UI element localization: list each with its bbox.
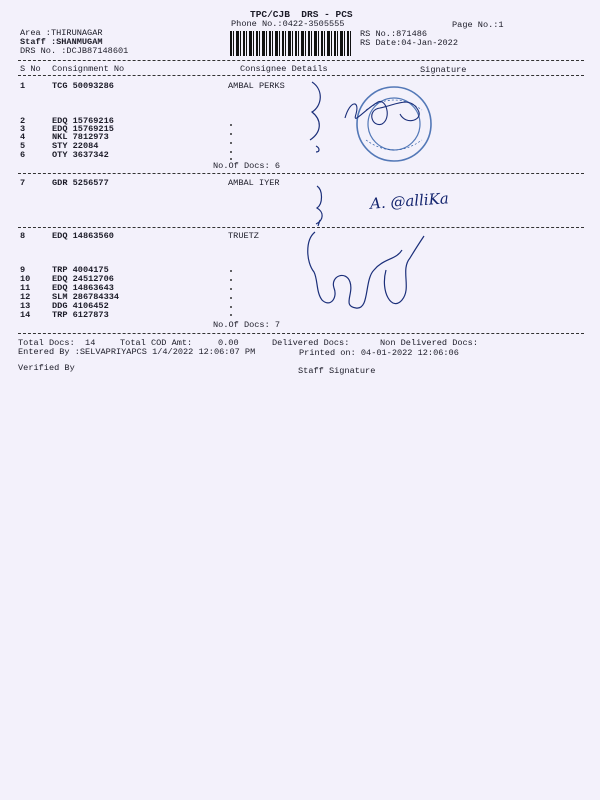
company-stamp	[357, 87, 431, 161]
row-sno: 14	[20, 310, 31, 320]
staff-signature-label: Staff Signature	[298, 366, 376, 376]
row-sno: 6	[20, 150, 26, 160]
row-consignment: EDQ 15769215	[52, 124, 114, 134]
non-delivered-docs: Non Delivered Docs:	[380, 338, 478, 348]
total-docs: Total Docs: 14	[18, 338, 96, 348]
rs-date: RS Date:04-Jan-2022	[360, 38, 458, 48]
col-consignee: Consignee Details	[240, 64, 328, 74]
phone-number: Phone No.:0422-3505555	[231, 19, 345, 29]
row-consignment: OTY 3637342	[52, 150, 109, 160]
signature-scribble	[345, 101, 419, 124]
docs-count: No.Of Docs: 6	[213, 161, 281, 171]
row-consignment: TRP 4004175	[52, 265, 109, 275]
consignee-name: TRUETZ	[228, 231, 259, 241]
row-sno: 1	[20, 81, 26, 91]
printed-on: Printed on: 04-01-2022 12:06:06	[299, 348, 459, 358]
row-sno: 9	[20, 265, 26, 275]
row-sno: 11	[20, 283, 31, 293]
row-sno: 5	[20, 141, 26, 151]
row-consignment: SLM 286784334	[52, 292, 120, 302]
col-signature: Signature	[420, 65, 467, 75]
row-consignment: DDG 4106452	[52, 301, 109, 311]
row-consignment: NKL 7812973	[52, 132, 109, 142]
row-sno: 12	[20, 292, 31, 302]
drs-number: DRS No. :DCJB87148601	[20, 46, 129, 56]
row-consignment: GDR 5256577	[52, 178, 109, 188]
total-cod: Total COD Amt: 0.00	[120, 338, 239, 348]
row-sno: 13	[20, 301, 31, 311]
row-sno: 2	[20, 116, 26, 126]
row-consignment: TRP 6127873	[52, 310, 109, 320]
row-consignment: STY 22084	[52, 141, 99, 151]
row-consignment: EDQ 24512706	[52, 274, 114, 284]
verified-by: Verified By	[18, 363, 75, 373]
row-consignment: EDQ 14863643	[52, 283, 114, 293]
rs-number: RS No.:871486	[360, 29, 428, 39]
row-consignment: EDQ 14863560	[52, 231, 114, 241]
row-sno: 3	[20, 124, 26, 134]
consignee-name: AMBAL PERKS	[228, 81, 285, 91]
docs-count: No.Of Docs: 7	[213, 320, 281, 330]
signature-mark	[310, 82, 320, 152]
delivered-docs: Delivered Docs:	[272, 338, 350, 348]
row-sno: 8	[20, 231, 26, 241]
row-consignment: TCG 50093286	[52, 81, 114, 91]
entered-by: Entered By :SELVAPRIYAPCS 1/4/2022 12:06:07 PM	[18, 347, 256, 357]
signature-mark	[316, 186, 322, 226]
handwritten-name: A. @alliKa	[369, 189, 450, 213]
area: Area :THIRUNAGAR	[20, 28, 103, 38]
row-sno: 7	[20, 178, 26, 188]
report-title: TPC/CJB DRS - PCS	[250, 9, 353, 20]
col-consignment: Consignment No	[52, 64, 125, 74]
signature-scribble	[308, 232, 424, 308]
page-number: Page No.:1	[452, 20, 504, 30]
row-sno: 10	[20, 274, 31, 284]
staff: Staff :SHANMUGAM	[20, 37, 103, 47]
col-sno: S No	[20, 64, 41, 74]
consignee-name: AMBAL IYER	[228, 178, 280, 188]
row-sno: 4	[20, 132, 26, 142]
row-consignment: EDQ 15769216	[52, 116, 114, 126]
